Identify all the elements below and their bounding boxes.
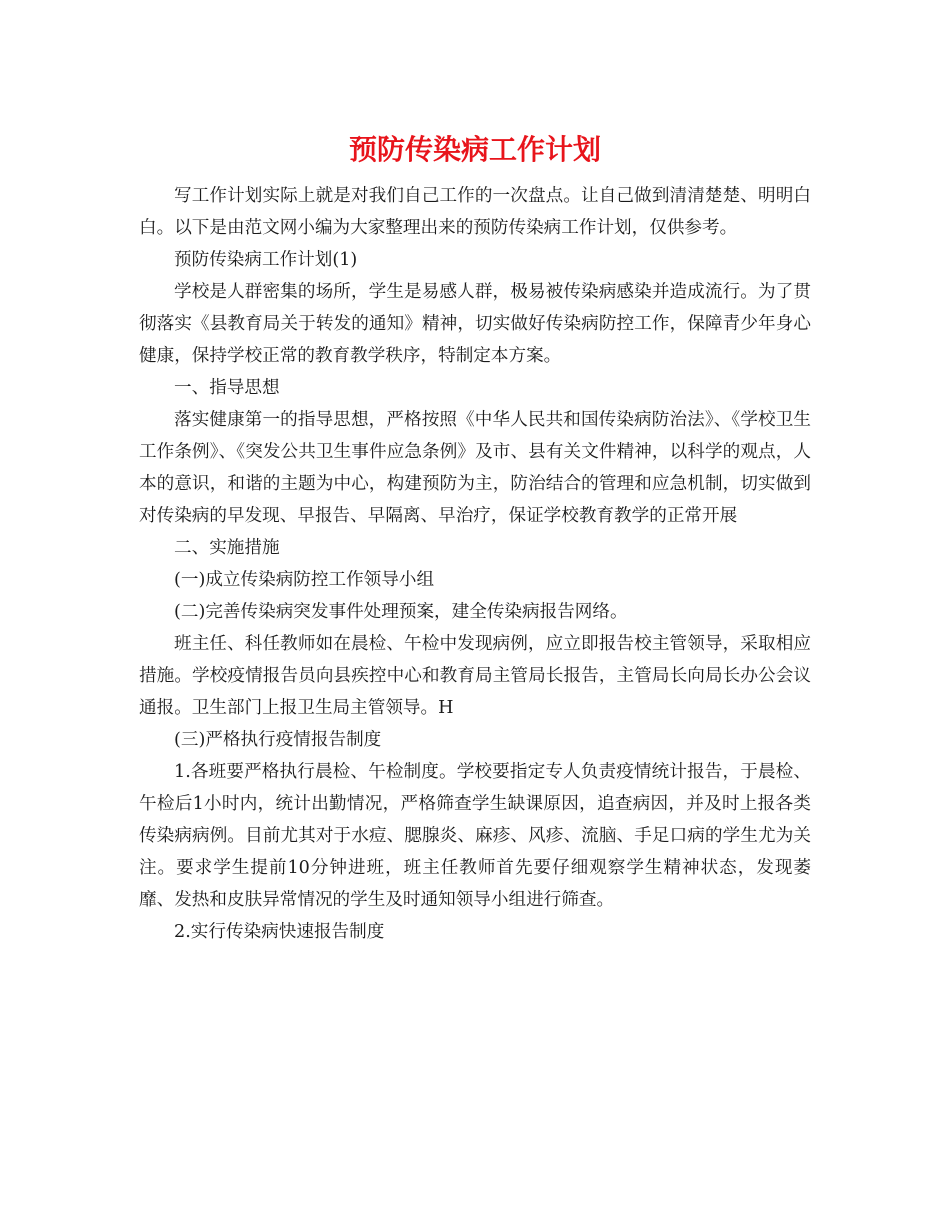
- intro-paragraph: 写工作计划实际上就是对我们自己工作的一次盘点。让自己做到清清楚楚、明明白白。以下是由范文网小编为大家整理出来的预防传染病工作计划，仅供参考。: [139, 186, 811, 238]
- reporting-network-paragraph: 班主任、科任教师如在晨检、午检中发现病例，应立即报告校主管领导，采取相应措施。学校疫情报告员向县疾控中心和教育局主管局长报告，主管局长向局长办公会议通报。卫生部门上报卫生局主管领导。H: [139, 634, 811, 718]
- section-heading-measures: 二、实施措施: [174, 538, 280, 558]
- document-body: [139, 180, 811, 948]
- subsection-heading-emergency-plan: (二)完善传染病突发事件处理预案，建全传染病报告网络。: [174, 602, 628, 622]
- subsection-heading-reporting-system: (三)严格执行疫情报告制度: [174, 730, 382, 750]
- subsection-heading-leadership-group: (一)成立传染病防控工作领导小组: [174, 570, 435, 590]
- morning-check-paragraph: 1.各班要严格执行晨检、午检制度。学校要指定专人负责疫情统计报告，于晨检、午检后1小时内，统计出勤情况，严格筛查学生缺课原因，追查病因，并及时上报各类传染病病例。目前尤其对于水痘、腮腺炎、麻疹、风疹、流脑、手足口病的学生尤为关注。要求学生提前10分钟进班，班主任教师首先要仔细观察学生精神状态，发现萎靡、发热和皮肤异常情况的学生及时通知领导小组进行筛查。: [139, 762, 811, 910]
- section-heading-guiding-ideology: 一、指导思想: [174, 378, 280, 398]
- rapid-report-heading: 2.实行传染病快速报告制度: [174, 922, 385, 942]
- document-title: 预防传染病工作计划: [348, 133, 601, 166]
- guiding-ideology-paragraph: 落实健康第一的指导思想，严格按照《中华人民共和国传染病防治法》、《学校卫生工作条例》、《突发公共卫生事件应急条例》及市、县有关文件精神，以科学的观点，人本的意识，和谐的主题为中心，构建预防为主，防治结合的管理和应急机制，切实做到对传染病的早发现、早报告、早隔离、早治疗，保证学校教育教学的正常开展: [139, 410, 811, 526]
- plan-subtitle: 预防传染病工作计划(1): [174, 250, 358, 270]
- background-paragraph: 学校是人群密集的场所，学生是易感人群，极易被传染病感染并造成流行。为了贯彻落实《县教育局关于转发的通知》精神，切实做好传染病防控工作，保障青少年身心健康，保持学校正常的教育教学秩序，特制定本方案。: [139, 282, 811, 366]
